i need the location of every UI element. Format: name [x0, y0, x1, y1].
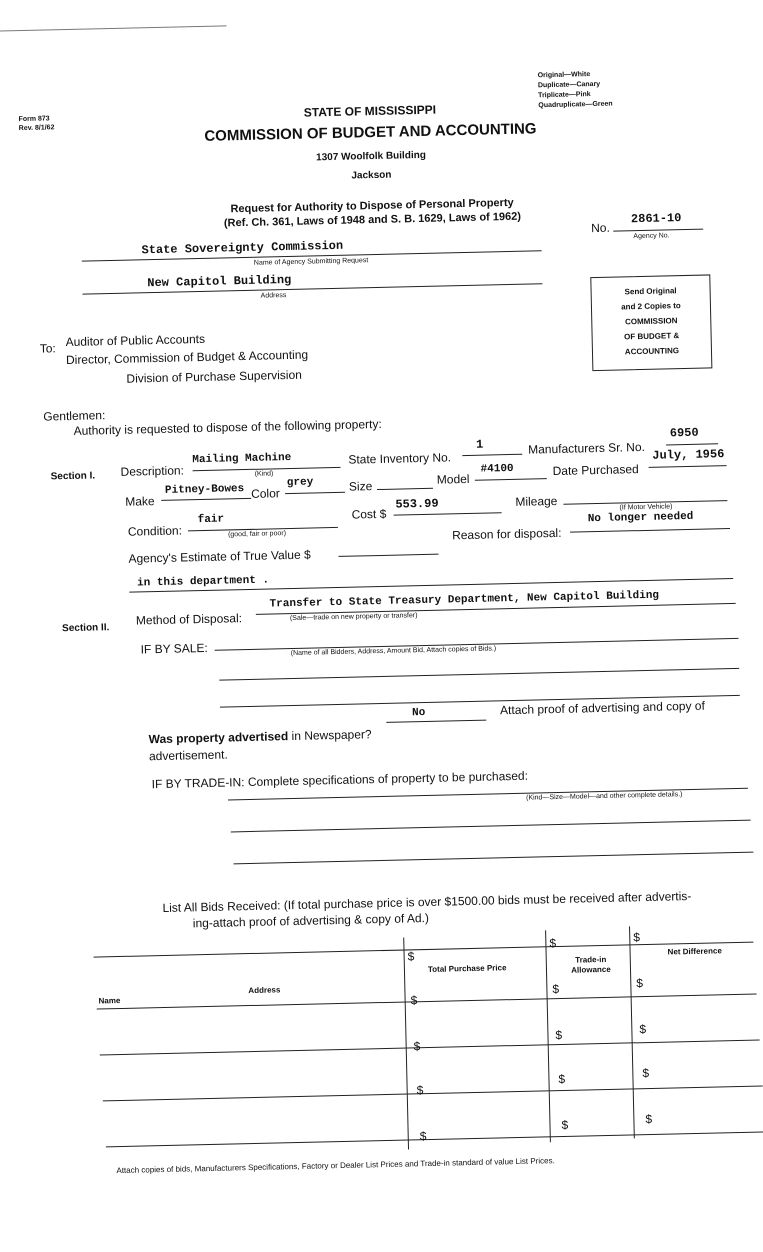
section1-label: Section I. [50, 470, 96, 483]
agency-no-label: No. [591, 220, 611, 236]
size-label: Size [348, 479, 373, 494]
reason-label: Reason for disposal: [451, 525, 562, 543]
col-header-net: Net Difference [667, 946, 722, 957]
estimate-line [339, 554, 439, 557]
mfr-line [666, 443, 718, 445]
model-line [475, 478, 547, 481]
inventory-label: State Inventory No. [348, 450, 452, 467]
reference-line: (Ref. Ch. 361, Laws of 1948 and S. B. 1629, Laws of 1962) [223, 210, 522, 230]
advertised-line [386, 720, 486, 723]
dollar-sign: $ [555, 1027, 563, 1043]
sale-label: IF BY SALE: [140, 640, 208, 657]
dollar-sign: $ [410, 993, 418, 1008]
reason-line [570, 528, 730, 533]
footer-note: Attach copies of bids, Manufacturers Specifications, Factory or Dealer List Prices and Trade-in standard of value List Prices. [116, 1156, 555, 1176]
bids-table-header-bottom [97, 994, 757, 1010]
agency-address: New Capitol Building [147, 272, 292, 291]
to-line1: Auditor of Public Accounts [65, 331, 206, 350]
reason-continued: in this department . [136, 574, 270, 590]
reason-value: No longer needed [587, 510, 694, 526]
color-line [285, 492, 345, 494]
sale-line-2 [219, 668, 739, 681]
send-box-line1: Send Original [624, 286, 677, 297]
method-label: Method of Disposal: [135, 611, 243, 628]
dollar-sign: $ [633, 930, 641, 945]
send-copies-box [590, 274, 712, 371]
scan-mark [0, 25, 226, 31]
agency-no-caption: Agency No. [633, 232, 670, 241]
city-line: Jackson [351, 169, 392, 182]
to-label: To: [39, 341, 56, 356]
form-revision: Rev. 8/1/62 [18, 124, 55, 133]
col-divider [545, 930, 551, 1142]
advertised-label-rest: in Newspaper? [291, 727, 372, 744]
agency-name: State Sovereignty Commission [141, 238, 344, 258]
copy-triplicate: Triplicate—Pink [538, 91, 591, 100]
dollar-sign: $ [552, 982, 560, 997]
estimate-label: Agency's Estimate of True Value $ [128, 547, 311, 566]
table-row [106, 1131, 763, 1147]
send-box-line2: and 2 Copies to [621, 301, 681, 312]
col-divider [629, 926, 635, 1138]
copy-original: Original—White [537, 71, 591, 80]
col-header-trade1: Trade-in [575, 954, 607, 965]
mileage-caption: (If Motor Vehicle) [619, 503, 673, 512]
make-line [161, 498, 251, 501]
make-value: Pitney-Bowes [164, 483, 245, 497]
agency-address-caption: Address [260, 292, 287, 300]
size-line [377, 488, 433, 490]
description-value: Mailing Machine [192, 451, 292, 467]
advertised-value: No [411, 706, 426, 720]
method-value: Transfer to State Treasury Department, New Capitol Building [269, 589, 660, 611]
to-line2: Director, Commission of Budget & Accounting [65, 347, 309, 368]
greeting: Gentlemen: [43, 408, 106, 424]
col-header-name: Name [98, 995, 121, 1006]
color-label: Color [250, 486, 280, 501]
date-value: July, 1956 [652, 447, 725, 463]
send-box-line5: ACCOUNTING [624, 346, 680, 357]
inventory-line [462, 454, 522, 456]
mileage-label: Mileage [515, 493, 558, 509]
dollar-sign: $ [645, 1111, 653, 1127]
col-header-address: Address [248, 985, 281, 996]
trade-caption: (Kind—Size—Model—and other complete details.) [526, 791, 683, 802]
model-value: #4100 [480, 462, 514, 476]
attach-proof: Attach proof of advertising and copy of [499, 698, 705, 718]
dollar-sign: $ [413, 1039, 421, 1054]
table-row [103, 1085, 763, 1101]
trade-line-2 [231, 820, 751, 833]
copy-duplicate: Duplicate—Canary [537, 80, 601, 90]
make-label: Make [125, 494, 155, 509]
copy-quadruplicate: Quadruplicate—Green [538, 100, 613, 110]
date-line [649, 465, 727, 468]
mfr-value: 6950 [669, 425, 699, 441]
dollar-sign: $ [636, 976, 644, 991]
col-header-total: Total Purchase Price [427, 963, 507, 975]
commission-title: COMMISSION OF BUDGET AND ACCOUNTING [204, 120, 537, 145]
inventory-value: 1 [475, 437, 484, 452]
col-divider [403, 938, 409, 1150]
cost-line [394, 512, 502, 515]
trade-label: IF BY TRADE-IN: Complete specifications of property to be purchased: [151, 768, 529, 792]
mfr-label: Manufacturers Sr. No. [528, 439, 646, 457]
color-value: grey [286, 476, 314, 490]
table-row [100, 1039, 760, 1055]
dollar-sign: $ [549, 936, 557, 951]
agency-no-value: 2861-10 [630, 211, 682, 227]
col-header-trade2: Allowance [571, 964, 611, 975]
agency-name-caption: Name of Agency Submitting Request [253, 257, 369, 267]
condition-value: fair [197, 513, 225, 527]
dollar-sign: $ [558, 1071, 566, 1087]
form-number: Form 873 [18, 115, 50, 124]
bids-instruction-1: List All Bids Received: (If total purchase price is over $1500.00 bids must be received after advertis- [162, 889, 692, 916]
building-line: 1307 Woolfolk Building [315, 149, 427, 164]
dollar-sign: $ [419, 1129, 427, 1144]
state-title: STATE OF MISSISSIPPI [303, 102, 437, 120]
cost-label: Cost $ [351, 506, 387, 522]
model-label: Model [436, 471, 470, 487]
cost-value: 553.99 [395, 496, 439, 512]
bids-instruction-2: ing-attach proof of advertising & copy of Ad.) [192, 910, 430, 931]
advertised-label [148, 727, 371, 746]
request-title: Request for Authority to Dispose of Personal Property [230, 196, 514, 216]
send-box-line4: OF BUDGET & [623, 331, 680, 342]
intro-text: Authority is requested to dispose of the following property: [73, 416, 382, 438]
trade-line-3 [233, 852, 753, 865]
kind-caption: (Kind) [254, 470, 274, 478]
advertised-label-bold: Was property advertised [148, 729, 289, 747]
sale-caption: (Name of all Bidders, Address, Amount Bid, Attach copies of Bids.) [290, 645, 497, 658]
method-caption: (Sale—trade on new property or transfer) [289, 612, 418, 623]
section2-label: Section II. [61, 622, 110, 635]
condition-caption: (good, fair or poor) [227, 530, 287, 539]
agency-no-line [613, 229, 703, 232]
dollar-sign: $ [416, 1083, 424, 1098]
bids-table-top [94, 942, 754, 958]
dollar-sign: $ [407, 949, 415, 964]
dollar-sign: $ [561, 1117, 569, 1133]
description-label: Description: [120, 463, 185, 479]
date-label: Date Purchased [552, 462, 639, 479]
condition-label: Condition: [127, 523, 183, 539]
dollar-sign: $ [639, 1022, 647, 1037]
to-line3: Division of Purchase Supervision [126, 367, 302, 386]
attach-proof-cont: advertisement. [148, 747, 228, 764]
dollar-sign: $ [642, 1066, 650, 1081]
send-box-line3: COMMISSION [624, 316, 678, 327]
